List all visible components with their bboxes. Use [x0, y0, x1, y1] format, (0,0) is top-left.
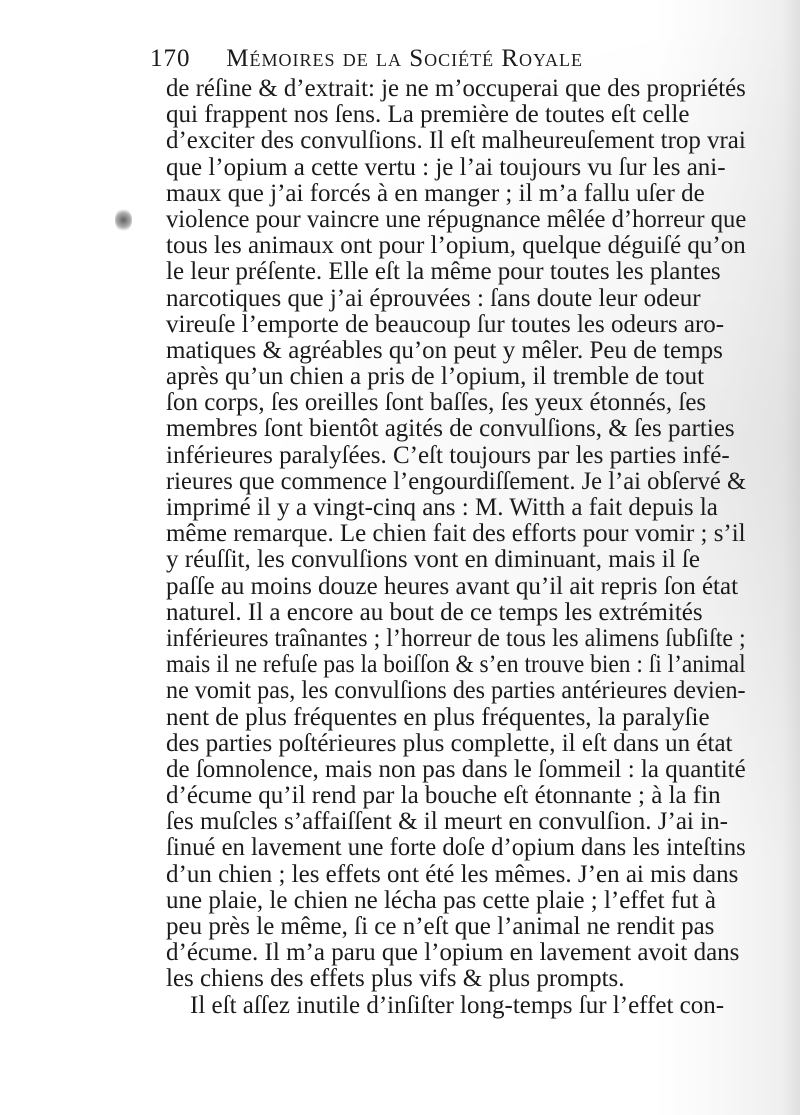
text-line: inférieures traînantes ; l’horreur de tous les alimens ſubſiſte ;	[166, 624, 746, 652]
text-line: imprimé il y a vingt-cinq ans : M. Witth a fait depuis la	[166, 494, 718, 521]
text-line: qui frappent nos ſens. La première de toutes eſt celle	[166, 101, 690, 129]
text-line: maux que j’ai forcés à en manger ; il m’a fallu uſer de	[166, 179, 705, 207]
ink-stain	[115, 208, 132, 232]
text-line: rieures que commence l’engourdiſſement. Je l’ai obſervé &	[166, 467, 747, 495]
text-line: paſſe au moins douze heures avant qu’il ait repris ſon état	[166, 572, 739, 600]
text-line: après qu’un chien a pris de l’opium, il tremble de tout	[166, 363, 705, 391]
body-text	[166, 76, 746, 1019]
text-line: vireuſe l’emporte de beaucoup ſur toutes les odeurs aro-	[166, 310, 725, 338]
text-line: matiques & agréables qu’on peut y mêler. Peu de temps	[166, 336, 723, 364]
running-title: Mémoires de la Société Royale	[226, 45, 584, 72]
text-line: ſon corps, ſes oreilles ſont baſſes, ſes yeux étonnés, ſes	[166, 389, 707, 417]
text-line: ſinué en lavement une forte doſe d’opium dans les inteſtins	[166, 834, 746, 862]
text-line: d’écume qu’il rend par la bouche eſt étonnante ; à la fin	[166, 782, 721, 810]
text-line: inférieures paralyſées. C’eſt toujours par les parties infé-	[166, 441, 730, 469]
text-line: d’un chien ; les effets ont été les mêmes. J’en ai mis dans	[166, 860, 739, 888]
text-line: tous les animaux ont pour l’opium, quelque déguiſé qu’on	[166, 232, 746, 260]
text-line: peu près le même, ſi ce n’eſt que l’animal ne rendit pas	[166, 913, 715, 940]
text-line: ne vomit pas, les convulſions des parties antérieures devien-	[166, 677, 746, 705]
text-line: d’écume. Il m’a paru que l’opium en lavement avoit dans	[166, 939, 740, 967]
text-line: mais il ne refuſe pas la boiſſon & s’en trouve bien : ſi l’animal	[166, 651, 746, 679]
text-line: violence pour vaincre une répugnance mêlée d’horreur que	[166, 205, 747, 233]
text-line: les chiens des effets plus vifs & plus prompts.	[166, 965, 625, 993]
text-line: une plaie, le chien ne lécha pas cette plaie ; l’effet fut à	[166, 886, 716, 914]
text-line: d’exciter des convulſions. Il eſt malheureuſement trop vrai	[166, 127, 746, 155]
text-line: que l’opium a cette vertu : je l’ai toujours vu ſur les ani-	[166, 153, 726, 181]
text-line: y réuſſit, les convulſions vont en diminuant, mais il ſe	[166, 546, 700, 574]
text-line: le leur préſente. Elle eſt la même pour toutes les plantes	[166, 258, 721, 286]
text-line: nent de plus fréquentes en plus fréquentes, la paralyſie	[166, 703, 710, 731]
text-line: ſes muſcles s’affaiſſent & il meurt en convulſion. J’ai in-	[166, 808, 728, 836]
page-number: 170	[150, 45, 191, 72]
text-line: de réſine & d’extrait: je ne m’occuperai que des propriétés	[166, 75, 746, 102]
text-line: narcotiques que j’ai éprouvées : ſans doute leur odeur	[166, 284, 701, 312]
text-line: des parties poſtérieures plus complette, il eſt dans un état	[166, 729, 733, 757]
text-line: Il eſt aſſez inutile d’inſiſter long-temps ſur l’effet con-	[190, 991, 725, 1019]
page-edge-shadow	[782, 0, 800, 1115]
text-line: même remarque. Le chien fait des efforts pour vomir ; s’il	[166, 520, 746, 548]
running-header	[150, 40, 760, 78]
text-line: naturel. Il a encore au bout de ce temps les extrémités	[166, 598, 703, 626]
text-line: de ſomnolence, mais non pas dans le ſommeil : la quantité	[166, 755, 746, 783]
text-line: membres ſont bientôt agités de convulſions, & ſes parties	[166, 415, 735, 443]
